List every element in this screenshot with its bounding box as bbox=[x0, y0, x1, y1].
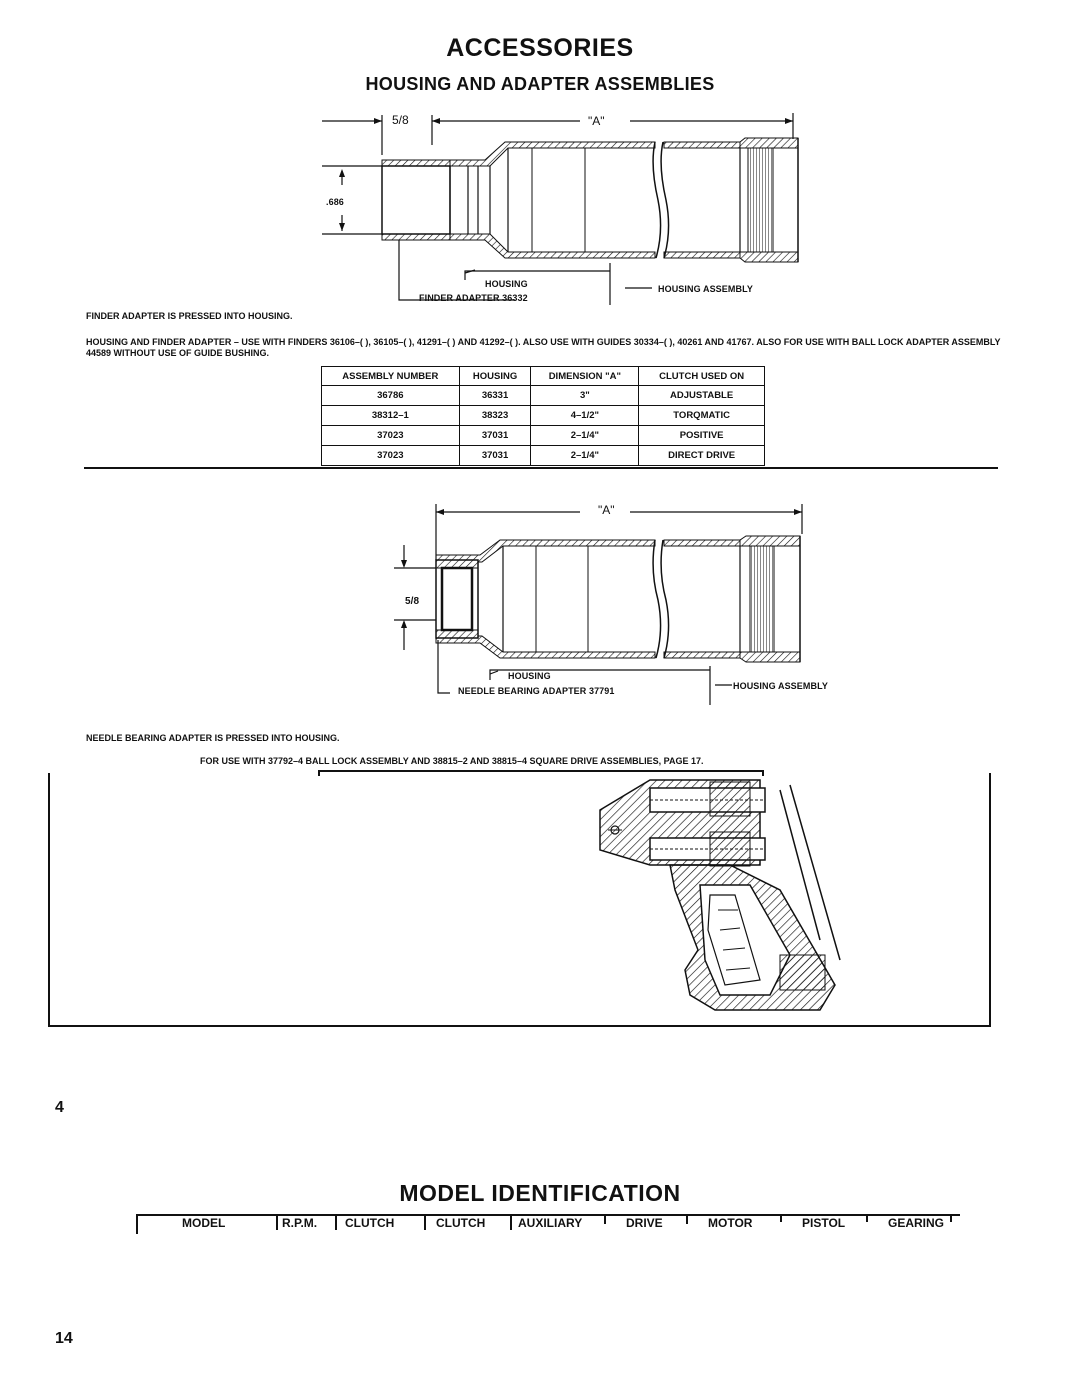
table-cell: 2–1/4" bbox=[531, 446, 639, 466]
housing-label: HOUSING bbox=[485, 279, 528, 289]
dim-a-label-2: "A" bbox=[598, 503, 615, 517]
col-header-rpm: R.P.M. bbox=[276, 1216, 317, 1230]
col-header-pistol: PISTOL bbox=[780, 1216, 845, 1222]
table-cell: ADJUSTABLE bbox=[639, 386, 765, 406]
table-cell: 36786 bbox=[322, 386, 460, 406]
housing-finder-diagram bbox=[300, 105, 820, 305]
section-divider bbox=[84, 467, 998, 469]
col-header-clutch: CLUTCH bbox=[335, 1216, 394, 1230]
dim-a-label: "A" bbox=[588, 114, 605, 128]
pistol-grip-drawing bbox=[590, 770, 850, 1020]
needle-adapter-label: NEEDLE BEARING ADAPTER 37791 bbox=[458, 686, 615, 696]
table-cell: 36331 bbox=[459, 386, 531, 406]
table-cell: POSITIVE bbox=[639, 426, 765, 446]
table-cell: 37031 bbox=[459, 426, 531, 446]
table-cell: DIRECT DRIVE bbox=[639, 446, 765, 466]
page-number-bottom: 14 bbox=[55, 1330, 73, 1347]
model-identification-title: MODEL IDENTIFICATION bbox=[399, 1180, 681, 1206]
table-cell: 37023 bbox=[322, 426, 460, 446]
col-header: CLUTCH USED ON bbox=[639, 367, 765, 386]
col-header-auxiliary: AUXILIARY bbox=[510, 1216, 582, 1230]
table-cell: 37023 bbox=[322, 446, 460, 466]
col-header: ASSEMBLY NUMBER bbox=[322, 367, 460, 386]
page-subtitle: HOUSING AND ADAPTER ASSEMBLIES bbox=[365, 74, 715, 94]
col-header: HOUSING bbox=[459, 367, 531, 386]
col-header: DIMENSION "A" bbox=[531, 367, 639, 386]
col-header-motor: MOTOR bbox=[686, 1216, 752, 1224]
housing-label-2: HOUSING bbox=[508, 671, 551, 681]
finder-usage-text: HOUSING AND FINDER ADAPTER – USE WITH FINDERS 36106–( ), 36105–( ), 41291–( ) AND 41292–( ). ALSO USE WITH GUIDES 30334–( ), 40261 AND 41767. ALSO FOR USE WITH BALL LOCK ADAPTER ASSEMBLY 44589 WITHOUT USE OF GUIDE BUSHING. bbox=[86, 337, 1001, 358]
finder-adapter-label: FINDER ADAPTER 36332 bbox=[419, 293, 528, 303]
housing-needle-diagram bbox=[370, 500, 820, 705]
table-cell: TORQMATIC bbox=[639, 406, 765, 426]
col-header-model: MODEL bbox=[182, 1216, 226, 1230]
col-header-drive: DRIVE bbox=[604, 1216, 663, 1224]
dim-left-label: 5/8 bbox=[392, 113, 409, 127]
table-row bbox=[322, 446, 765, 466]
col-header-clutch-2: CLUTCH bbox=[424, 1216, 485, 1230]
col-header-gearing: GEARING bbox=[866, 1216, 952, 1222]
dim-diameter-label: .686 bbox=[326, 197, 344, 207]
housing-assembly-label: HOUSING ASSEMBLY bbox=[658, 284, 753, 294]
needle-note: NEEDLE BEARING ADAPTER IS PRESSED INTO HOUSING. bbox=[86, 733, 340, 743]
finder-note: FINDER ADAPTER IS PRESSED INTO HOUSING. bbox=[86, 311, 293, 321]
dim-left-label-2: 5/8 bbox=[405, 596, 420, 607]
table-cell: 38323 bbox=[459, 406, 531, 426]
table-row bbox=[322, 386, 765, 406]
table-row bbox=[322, 406, 765, 426]
page-title: ACCESSORIES bbox=[446, 34, 634, 62]
table-header-row bbox=[322, 367, 765, 386]
table-row bbox=[322, 426, 765, 446]
page-number-left: 4 bbox=[55, 1099, 64, 1116]
housing-spec-table bbox=[321, 366, 765, 466]
needle-usage-text: FOR USE WITH 37792–4 BALL LOCK ASSEMBLY AND 38815–2 AND 38815–4 SQUARE DRIVE ASSEMBLIES, PAGE 17. bbox=[200, 756, 704, 766]
table-cell: 37031 bbox=[459, 446, 531, 466]
housing-assembly-label-2: HOUSING ASSEMBLY bbox=[733, 681, 828, 691]
table-cell: 3" bbox=[531, 386, 639, 406]
table-cell: 4–1/2" bbox=[531, 406, 639, 426]
table-cell: 38312–1 bbox=[322, 406, 460, 426]
table-cell: 2–1/4" bbox=[531, 426, 639, 446]
